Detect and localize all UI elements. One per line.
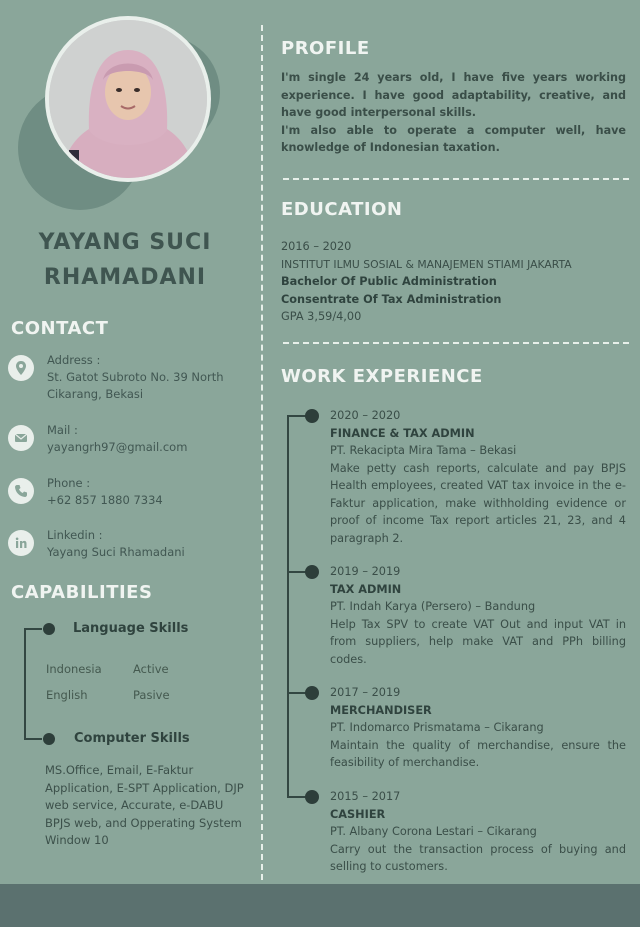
computer-skills-title: Computer Skills — [74, 731, 190, 746]
education-gpa: GPA 3,59/4,00 — [281, 310, 362, 323]
full-name-line1: YAYANG SUCI — [38, 230, 212, 255]
job-entry — [330, 788, 626, 876]
job-years: 2017 – 2019 — [330, 686, 401, 699]
job-entry — [330, 563, 626, 668]
language-level: Pasive — [133, 688, 170, 702]
contact-heading: CONTACT — [11, 318, 109, 339]
section-divider — [283, 342, 629, 344]
profile-paragraph: I'm also able to operate a computer well, have knowledge of Indonesian taxation. — [281, 123, 626, 154]
job-entry — [330, 684, 626, 772]
education-degree: Bachelor Of Public Administration — [281, 275, 497, 288]
contact-value: St. Gatot Subroto No. 39 North Cikarang, Bekasi — [47, 370, 224, 401]
language-skills-title: Language Skills — [73, 621, 189, 636]
job-title: CASHIER — [330, 807, 386, 821]
timeline-dot — [305, 409, 319, 423]
job-company: PT. Indomarco Prismatama – Cikarang — [330, 721, 544, 734]
job-title: TAX ADMIN — [330, 582, 402, 596]
timeline-dot — [305, 790, 319, 804]
timeline-tick — [24, 628, 42, 630]
job-description: Help Tax SPV to create VAT Out and input VAT in from suppliers, help make VAT and PPh billing codes. — [330, 617, 626, 666]
footer-band — [0, 884, 640, 927]
computer-skills-list: MS.Office, Email, E-Faktur Application, E-SPT Application, DJP web service, Accurate, e-DABU BPJS web, and Opperating System Window 10 — [45, 763, 244, 847]
contact-label: Mail : — [47, 423, 78, 437]
job-years: 2015 – 2017 — [330, 790, 401, 803]
section-divider — [283, 178, 629, 180]
phone-icon — [8, 478, 34, 504]
contact-label: Phone : — [47, 476, 91, 490]
education-years: 2016 – 2020 — [281, 240, 352, 253]
contact-value: +62 857 1880 7334 — [47, 493, 163, 507]
job-company: PT. Indah Karya (Persero) – Bandung — [330, 600, 536, 613]
contact-label: Linkedin : — [47, 528, 103, 542]
job-title: MERCHANDISER — [330, 703, 432, 717]
job-company: PT. Albany Corona Lestari – Cikarang — [330, 825, 537, 838]
education-entry — [281, 238, 631, 326]
timeline-tick — [24, 738, 42, 740]
job-description: Maintain the quality of merchandise, ensure the feasibility of merchandise. — [330, 738, 626, 769]
education-heading: EDUCATION — [281, 199, 403, 220]
linkedin-icon — [8, 530, 34, 556]
profile-paragraph: I'm single 24 years old, I have five years working experience. I have good adaptability, creative, and have good interpersonal skills. — [281, 71, 626, 119]
job-years: 2019 – 2019 — [330, 565, 401, 578]
job-title: FINANCE & TAX ADMIN — [330, 426, 475, 440]
education-concentration: Consentrate Of Tax Administration — [281, 292, 502, 306]
work-timeline — [287, 415, 289, 797]
timeline-dot — [305, 686, 319, 700]
job-description: Carry out the transaction process of buying and selling to customers. — [330, 842, 626, 873]
job-company: PT. Rekacipta Mira Tama – Bekasi — [330, 444, 517, 457]
profile-summary — [281, 69, 626, 157]
capabilities-heading: CAPABILITIES — [11, 582, 153, 603]
job-entry — [330, 407, 626, 547]
profile-heading: PROFILE — [281, 38, 370, 59]
location-pin-icon — [8, 355, 34, 381]
job-description: Make petty cash reports, calculate and pay BPJS Health employees, created VAT tax invoice in the e-Faktur application, make withholding evidence or proof of income Tax report articles 21, 23, and 4 paragraph 2. — [330, 461, 626, 545]
language-name: English — [46, 688, 88, 702]
timeline-dot — [43, 733, 55, 745]
contact-label: Address : — [47, 353, 101, 367]
language-name: Indonesia — [46, 662, 102, 676]
work-experience-heading: WORK EXPERIENCE — [281, 366, 483, 387]
column-divider — [261, 25, 263, 880]
language-level: Active — [133, 662, 169, 676]
contact-value[interactable]: yayangrh97@gmail.com — [47, 440, 188, 454]
full-name-line2: RHAMADANI — [43, 265, 207, 290]
timeline-dot — [305, 565, 319, 579]
education-institution: INSTITUT ILMU SOSIAL & MANAJEMEN STIAMI JAKARTA — [281, 257, 572, 271]
profile-photo — [49, 20, 207, 178]
job-years: 2020 – 2020 — [330, 409, 401, 422]
capabilities-timeline — [24, 628, 26, 739]
timeline-dot — [43, 623, 55, 635]
contact-value[interactable]: Yayang Suci Rhamadani — [47, 545, 185, 559]
mail-icon — [8, 425, 34, 451]
